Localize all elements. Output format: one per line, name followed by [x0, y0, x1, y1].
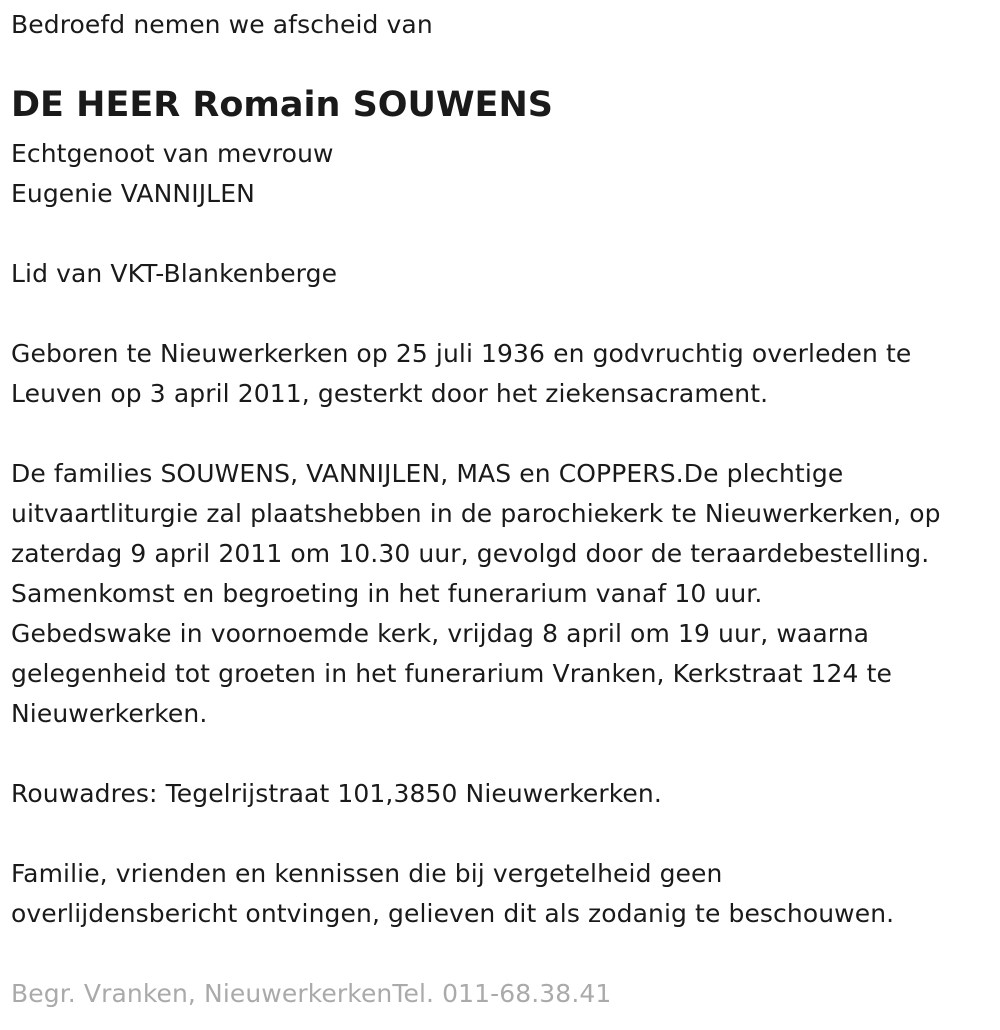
mourning-address: Rouwadres: Tegelrijstraat 101,3850 Nieuwerkerken.	[11, 779, 662, 808]
notice-line-1: Familie, vrienden en kennissen die bij vergetelheid geen	[11, 859, 723, 888]
ceremony-line-5: Gebedswake in voornoemde kerk, vrijdag 8 april om 19 uur, waarna	[11, 619, 870, 648]
notice-line-2: overlijdensbericht ontvingen, gelieven dit als zodanig te beschouwen.	[11, 899, 895, 928]
ceremony-line-7: Nieuwerkerken.	[11, 699, 208, 728]
spouse-line-2: Eugenie VANNIJLEN	[11, 179, 255, 208]
birth-death-line-2: Leuven op 3 april 2011, gesterkt door het ziekensacrament.	[11, 379, 769, 408]
funeral-home-footer: Begr. Vranken, NieuwerkerkenTel. 011-68.38.41	[11, 979, 612, 1008]
ceremony-line-2: uitvaartliturgie zal plaatshebben in de parochiekerk te Nieuwerkerken, op	[11, 499, 941, 528]
intro-text: Bedroefd nemen we afscheid van	[11, 10, 433, 39]
deceased-name: DE HEER Romain SOUWENS	[11, 85, 553, 125]
ceremony-line-1: De families SOUWENS, VANNIJLEN, MAS en COPPERS.De plechtige	[11, 459, 844, 488]
ceremony-line-4: Samenkomst en begroeting in het funerarium vanaf 10 uur.	[11, 579, 763, 608]
ceremony-line-3: zaterdag 9 april 2011 om 10.30 uur, gevolgd door de teraardebestelling.	[11, 539, 930, 568]
birth-death-line-1: Geboren te Nieuwerkerken op 25 juli 1936 en godvruchtig overleden te	[11, 339, 912, 368]
ceremony-line-6: gelegenheid tot groeten in het funerarium Vranken, Kerkstraat 124 te	[11, 659, 892, 688]
membership-text: Lid van VKT-Blankenberge	[11, 259, 338, 288]
spouse-line-1: Echtgenoot van mevrouw	[11, 139, 334, 168]
